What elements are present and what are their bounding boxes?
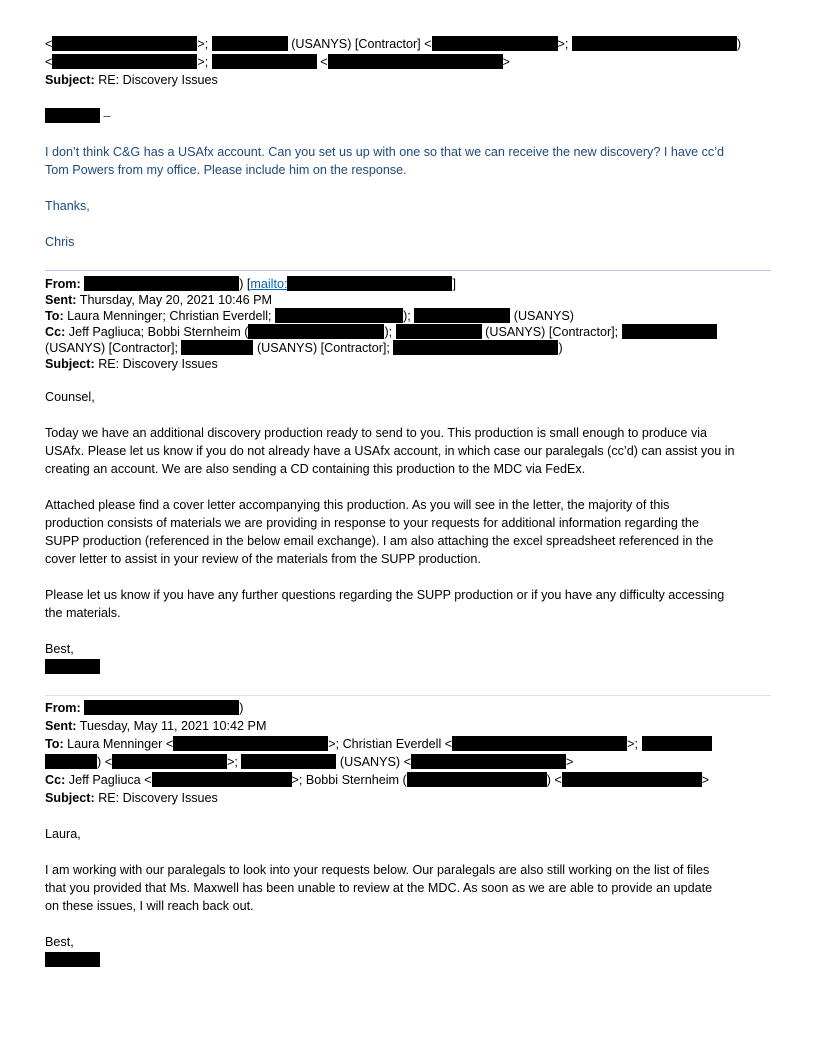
redaction [45, 108, 100, 123]
redaction [181, 340, 253, 355]
redaction [396, 324, 482, 339]
redaction [414, 308, 510, 323]
header-text: >; [197, 55, 209, 69]
email2-p3-line2: the materials. [45, 606, 121, 620]
redaction [52, 36, 197, 51]
to-text: (USANYS) [510, 309, 574, 323]
header-text: >; [557, 37, 569, 51]
redaction [45, 952, 100, 967]
email-separator [45, 695, 771, 696]
to-text: ) < [97, 755, 113, 769]
top-to-line [45, 35, 741, 53]
email3-sent-line [45, 717, 266, 735]
redaction [432, 36, 558, 51]
to-text: Laura Menninger; Christian Everdell; [67, 309, 272, 323]
reply-salutation [45, 107, 111, 125]
email3-p1-line2: that you provided that Ms. Maxwell has been unable to review at the MDC. As soon as we are able to provide an update [45, 881, 713, 895]
subject-value: RE: Discovery Issues [98, 73, 218, 87]
top-subject-line [45, 71, 218, 89]
to-text: (USANYS) < [336, 755, 411, 769]
cc-text: ) < [546, 773, 562, 787]
email3-closing: Best, [45, 935, 74, 949]
header-text: < [316, 55, 328, 69]
email3-from-line [45, 699, 243, 717]
to-label: To: [45, 309, 64, 323]
redaction [212, 54, 317, 69]
sent-label: Sent: [45, 293, 77, 307]
redaction [84, 276, 239, 291]
cc-label: Cc: [45, 773, 66, 787]
email3-subject-line [45, 789, 218, 807]
email2-p2-line3: SUPP production (referenced in the below email exchange). I am also attaching the excel spreadsheet referenced in the [45, 534, 714, 548]
to-text: >; Christian Everdell < [328, 737, 453, 751]
from-text: ) [ [239, 277, 251, 291]
reply-line-2: Tom Powers from my office. Please include him on the response. [45, 163, 407, 177]
email2-p2-line2: production consists of materials we are providing in response to your requests for additional information regarding the [45, 516, 699, 530]
cc-text: > [701, 773, 710, 787]
email3-to-line [45, 735, 712, 753]
email2-p1-line2: USAfx. Please let us know if you do not already have a USAfx account, in which case our paralegals (cc’d) can assist you in [45, 444, 735, 458]
to-text: Laura Menninger < [67, 737, 174, 751]
redaction [642, 736, 712, 751]
reply-signature: Chris [45, 235, 75, 249]
redaction [84, 700, 239, 715]
from-text: ] [452, 277, 456, 291]
redaction [152, 772, 292, 787]
salutation-dash: – [103, 109, 111, 123]
redaction [173, 736, 328, 751]
cc-text: Jeff Pagliuca; Bobbi Sternheim ( [68, 325, 249, 339]
sent-label: Sent: [45, 719, 77, 733]
redaction [248, 324, 384, 339]
cc-text: Jeff Pagliuca < [68, 773, 152, 787]
email2-subject-line [45, 355, 218, 373]
redaction [407, 772, 547, 787]
redaction [622, 324, 717, 339]
header-text: < [45, 37, 53, 51]
email2-p1-line1: Today we have an additional discovery production ready to send to you. This production is small enough to produce via [45, 426, 708, 440]
redaction [212, 36, 288, 51]
redaction [287, 276, 452, 291]
email2-closing: Best, [45, 642, 74, 656]
cc-text: (USANYS) [Contractor]; [253, 341, 390, 355]
email3-p1-line1: I am working with our paralegals to look into your requests below. Our paralegals are also still working on the list of files [45, 863, 710, 877]
email2-p2-line4: cover letter to assist in your review of the materials from the SUPP production. [45, 552, 481, 566]
subject-label: Subject: [45, 357, 95, 371]
from-text: ) [239, 701, 244, 715]
cc-text: (USANYS) [Contractor]; [481, 325, 619, 339]
email3-cc-line [45, 771, 709, 789]
email2-p1-line3: creating an account. We are also sending a CD containing this production to the MDC via FedEx. [45, 462, 586, 476]
email3-greeting: Laura, [45, 827, 81, 841]
from-label: From: [45, 277, 81, 291]
email3-signature [45, 951, 100, 969]
email2-signature [45, 658, 100, 676]
redaction [275, 308, 403, 323]
subject-label: Subject: [45, 73, 95, 87]
cc-text: (USANYS) [Contractor]; [45, 341, 178, 355]
redaction [562, 772, 702, 787]
redaction [452, 736, 627, 751]
email3-to-line-2 [45, 753, 573, 771]
cc-text: ) [558, 341, 563, 355]
redaction [328, 54, 503, 69]
mailto-link[interactable]: mailto: [250, 277, 288, 291]
redaction [572, 36, 737, 51]
to-text: >; [627, 737, 638, 751]
header-text: > [502, 55, 510, 69]
top-cc-line [45, 53, 510, 71]
email2-greeting: Counsel, [45, 390, 95, 404]
email2-p3-line1: Please let us know if you have any further questions regarding the SUPP production or if you have any difficulty accessing [45, 588, 725, 602]
to-text: > [565, 755, 574, 769]
to-text: >; [227, 755, 238, 769]
header-text: < [45, 55, 53, 69]
redaction [52, 54, 197, 69]
header-text: >; [197, 37, 209, 51]
header-text: (USANYS) [Contractor] < [287, 37, 432, 51]
subject-value: RE: Discovery Issues [98, 791, 218, 805]
to-label: To: [45, 737, 64, 751]
reply-line-1: I don’t think C&G has a USAfx account. Can you set us up with one so that we can receive the new discovery? I have cc’d [45, 145, 725, 159]
sent-value: Tuesday, May 11, 2021 10:42 PM [79, 719, 267, 733]
redaction [393, 340, 558, 355]
from-label: From: [45, 701, 81, 715]
sent-value: Thursday, May 20, 2021 10:46 PM [79, 293, 273, 307]
email3-p1-line3: on these issues, I will reach back out. [45, 899, 254, 913]
subject-label: Subject: [45, 791, 95, 805]
cc-text: ); [384, 325, 393, 339]
reply-thanks: Thanks, [45, 199, 90, 213]
redaction [45, 659, 100, 674]
cc-text: >; Bobbi Sternheim ( [291, 773, 407, 787]
redaction [45, 754, 97, 769]
to-text: ); [403, 309, 411, 323]
cc-label: Cc: [45, 325, 66, 339]
header-text: ) [736, 37, 742, 51]
redaction [112, 754, 227, 769]
email2-p2-line1: Attached please find a cover letter accompanying this production. As you will see in the letter, the majority of this [45, 498, 670, 512]
subject-value: RE: Discovery Issues [98, 357, 218, 371]
redaction [241, 754, 336, 769]
email-separator [45, 270, 771, 271]
redaction [411, 754, 566, 769]
